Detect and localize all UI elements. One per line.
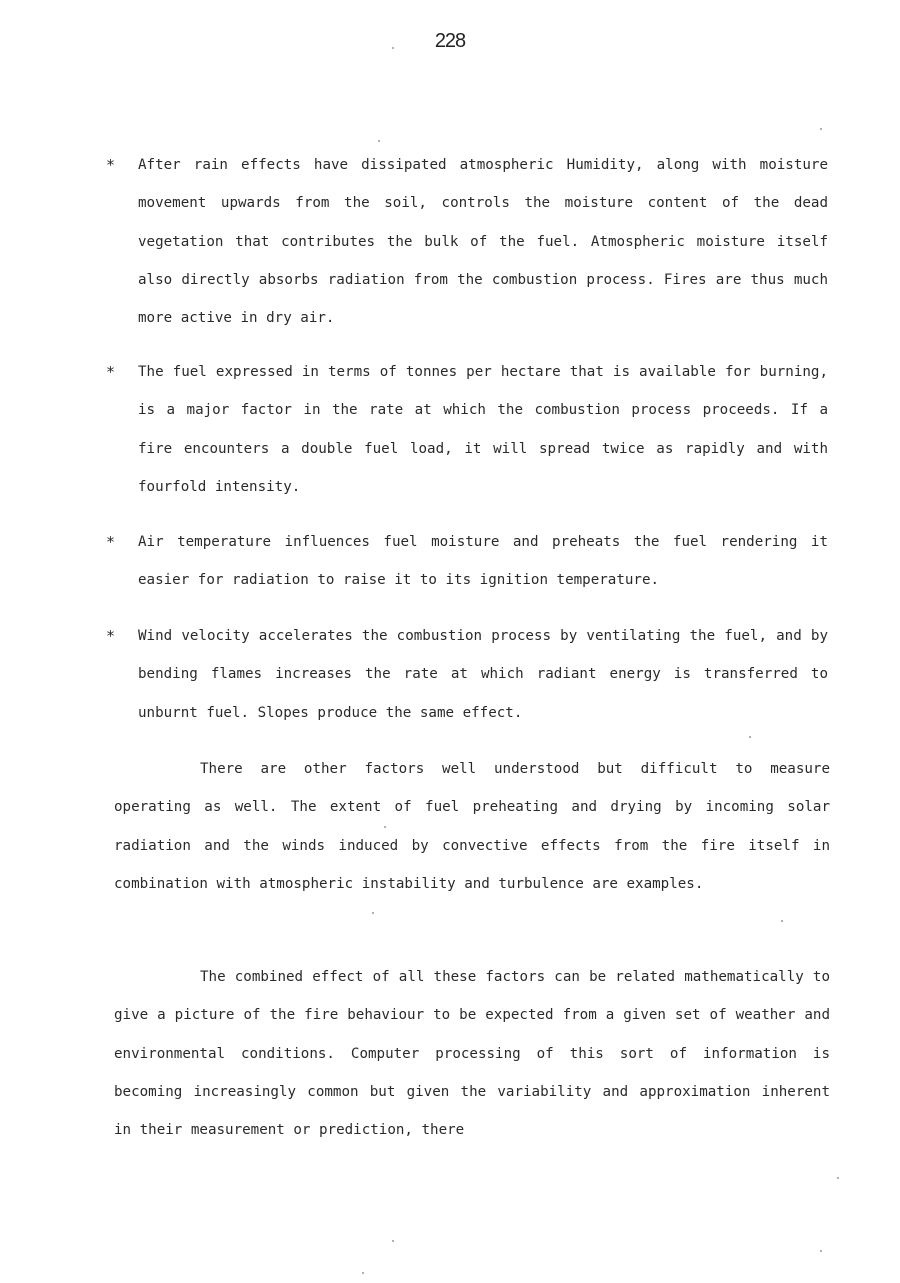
scan-speck [378, 140, 380, 142]
scan-speck [837, 1177, 839, 1179]
scan-speck [384, 826, 386, 828]
bullet-text: The fuel expressed in terms of tonnes per hectare that is available for burning, is a major factor in the rate at which the combustion process proceeds. If a fire encounters a double fuel load, it will spread twice as rapidly and with fourfold intensity. [138, 364, 828, 495]
bullet-text: Wind velocity accelerates the combustion process by ventilating the fuel, and by bending flames increases the rate at which radiant energy is transferred to unburnt fuel. Slopes produce the same effect. [138, 628, 828, 721]
scan-speck [372, 912, 374, 914]
scan-speck [820, 128, 822, 130]
bullet-star-icon: * [106, 533, 116, 551]
page-number: 228 [434, 30, 466, 52]
scan-speck [362, 1272, 364, 1274]
bullet-star-icon: * [106, 363, 116, 381]
scan-speck [820, 1250, 822, 1252]
scan-speck [749, 736, 751, 738]
bullet-text: Air temperature influences fuel moisture and preheats the fuel rendering it easier for radiation to raise it to its ignition temperature. [138, 534, 828, 589]
bullet-star-icon: * [106, 156, 116, 174]
paragraph-other-factors: There are other factors well understood but difficult to measure operating as well. The extent of fuel preheating and drying by incoming solar radiation and the winds induced by convective effects from the fire itself in combination with atmospheric instability and turbulence are examples. [114, 761, 830, 892]
bullet-star-icon: * [106, 627, 116, 645]
scan-speck [781, 920, 783, 922]
scan-speck [392, 47, 394, 49]
scan-speck [392, 1240, 394, 1242]
bullet-text: After rain effects have dissipated atmospheric Humidity, along with moisture movement upwards from the soil, controls the moisture content of the dead vegetation that contributes the bulk of the fuel. Atmospheric moisture itself also directly absorbs radiation from the combustion process. Fires are thus much more active in dry air. [138, 157, 828, 327]
paragraph-combined-effect: The combined effect of all these factors can be related mathematically to give a picture of the fire behaviour to be expected from a given set of weather and environmental conditions. Computer processing of this sort of information is becoming increasingly common but given the variability and approximation inherent in their measurement or prediction, there [114, 969, 830, 1139]
